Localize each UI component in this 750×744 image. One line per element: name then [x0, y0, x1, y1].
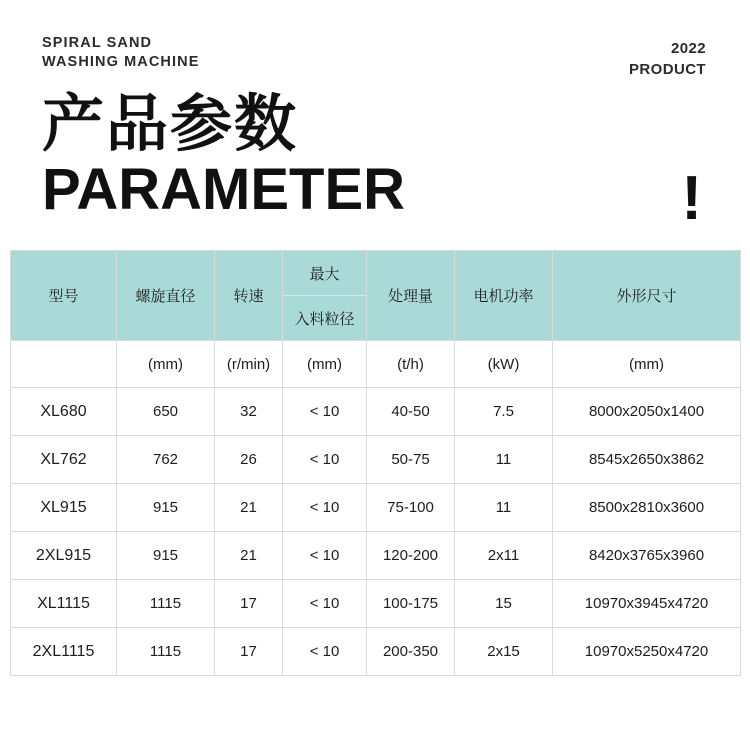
- unit-dimensions: (mm): [553, 341, 741, 388]
- cell-dimensions: 10970x3945x4720: [553, 580, 741, 628]
- cell-spiral-diameter: 1115: [117, 580, 215, 628]
- table-header: [11, 251, 741, 341]
- page-title-en: PARAMETER: [42, 157, 406, 222]
- table-body: [11, 388, 741, 676]
- cell-max-feed: < 10: [283, 484, 367, 532]
- eyebrow-line-1: SPIRAL SAND: [42, 35, 153, 51]
- cell-dimensions: 10970x5250x4720: [553, 628, 741, 676]
- cell-model: XL680: [11, 388, 117, 436]
- cell-motor-power: 11: [455, 484, 553, 532]
- unit-spiral-diameter: (mm): [117, 341, 215, 388]
- eyebrow-text: [42, 34, 720, 72]
- cell-capacity: 75-100: [367, 484, 455, 532]
- cell-max-feed: < 10: [283, 436, 367, 484]
- table-row: [11, 532, 741, 580]
- year-product-label: [629, 38, 706, 80]
- unit-rotate-speed: (r/min): [215, 341, 283, 388]
- cell-model: XL762: [11, 436, 117, 484]
- cell-capacity: 50-75: [367, 436, 455, 484]
- header-rotate-speed: 转速: [215, 251, 283, 341]
- header-row: [11, 251, 741, 296]
- cell-rotate-speed: 17: [215, 628, 283, 676]
- cell-motor-power: 2x11: [455, 532, 553, 580]
- cell-rotate-speed: 21: [215, 484, 283, 532]
- cell-rotate-speed: 26: [215, 436, 283, 484]
- exclamation-mark: !: [681, 164, 702, 233]
- parameter-table-wrapper: [0, 250, 750, 676]
- cell-dimensions: 8000x2050x1400: [553, 388, 741, 436]
- product-line: PRODUCT: [629, 61, 706, 78]
- table-units: [11, 341, 741, 388]
- page-header: [0, 0, 750, 250]
- cell-model: XL915: [11, 484, 117, 532]
- table-row: [11, 436, 741, 484]
- table-row: [11, 580, 741, 628]
- table-row: [11, 388, 741, 436]
- cell-motor-power: 7.5: [455, 388, 553, 436]
- cell-dimensions: 8545x2650x3862: [553, 436, 741, 484]
- unit-row: [11, 341, 741, 388]
- page-title-cn: 产品参数: [42, 90, 299, 159]
- cell-motor-power: 11: [455, 436, 553, 484]
- unit-model: [11, 341, 117, 388]
- cell-motor-power: 15: [455, 580, 553, 628]
- cell-dimensions: 8500x2810x3600: [553, 484, 741, 532]
- cell-model: 2XL915: [11, 532, 117, 580]
- cell-rotate-speed: 21: [215, 532, 283, 580]
- cell-spiral-diameter: 915: [117, 484, 215, 532]
- cell-max-feed: < 10: [283, 580, 367, 628]
- cell-capacity: 120-200: [367, 532, 455, 580]
- unit-motor-power: (kW): [455, 341, 553, 388]
- cell-model: XL1115: [11, 580, 117, 628]
- year-line: 2022: [671, 40, 706, 57]
- cell-capacity: 40-50: [367, 388, 455, 436]
- cell-spiral-diameter: 915: [117, 532, 215, 580]
- unit-max-feed: (mm): [283, 341, 367, 388]
- cell-capacity: 200-350: [367, 628, 455, 676]
- header-capacity: 处理量: [367, 251, 455, 341]
- cell-spiral-diameter: 762: [117, 436, 215, 484]
- eyebrow-line-2: WASHING MACHINE: [42, 54, 200, 70]
- cell-spiral-diameter: 650: [117, 388, 215, 436]
- table-row: [11, 628, 741, 676]
- cell-dimensions: 8420x3765x3960: [553, 532, 741, 580]
- cell-max-feed: < 10: [283, 532, 367, 580]
- header-dimensions: 外形尺寸: [553, 251, 741, 341]
- cell-rotate-speed: 17: [215, 580, 283, 628]
- cell-rotate-speed: 32: [215, 388, 283, 436]
- cell-motor-power: 2x15: [455, 628, 553, 676]
- table-row: [11, 484, 741, 532]
- header-motor-power: 电机功率: [455, 251, 553, 341]
- cell-model: 2XL1115: [11, 628, 117, 676]
- cell-max-feed: < 10: [283, 628, 367, 676]
- header-model: 型号: [11, 251, 117, 341]
- cell-spiral-diameter: 1115: [117, 628, 215, 676]
- cell-capacity: 100-175: [367, 580, 455, 628]
- header-max-feed-bottom: 入料粒径: [283, 296, 367, 341]
- unit-capacity: (t/h): [367, 341, 455, 388]
- cell-max-feed: < 10: [283, 388, 367, 436]
- header-spiral-diameter: 螺旋直径: [117, 251, 215, 341]
- parameter-table: [10, 250, 741, 676]
- header-max-feed-top: 最大: [283, 251, 367, 296]
